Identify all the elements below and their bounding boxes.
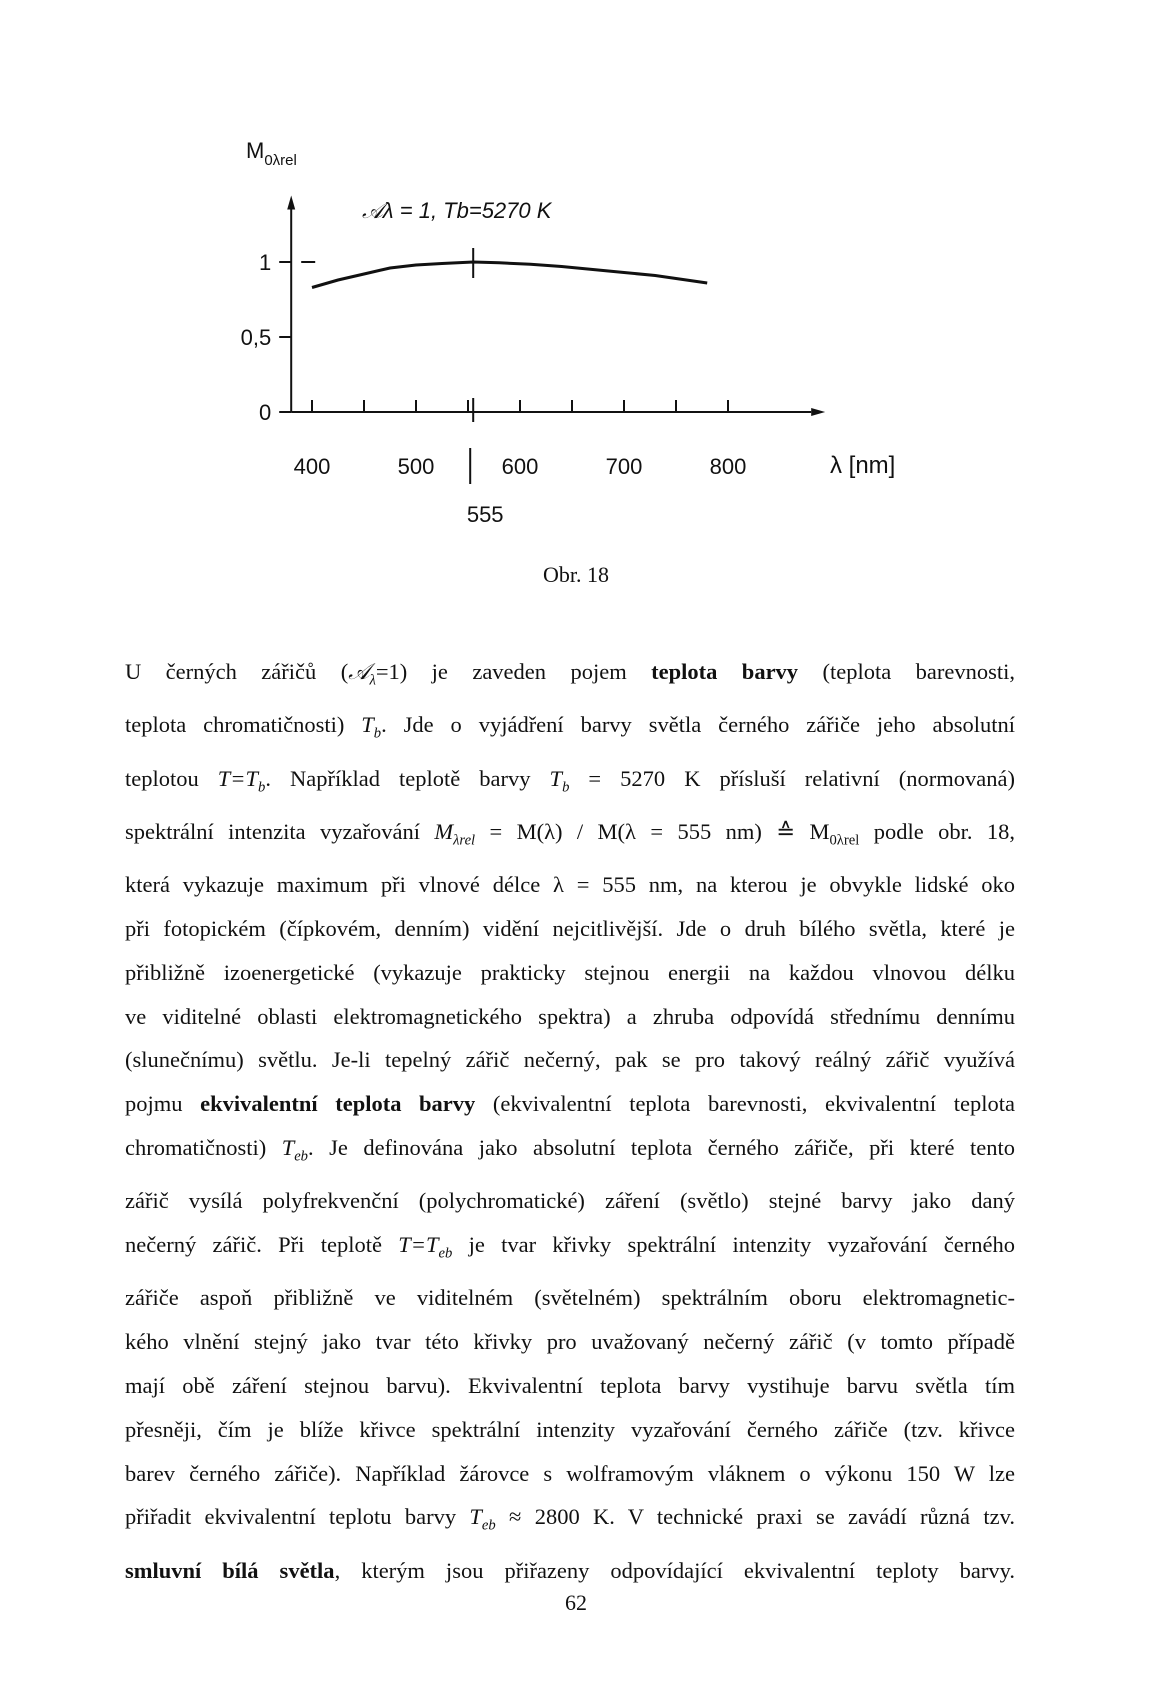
max-marker — [470, 248, 473, 484]
text-line: mají obě záření stejnou barvu). Ekvivalentní teplota barvy vystihuje barvu světla tím — [125, 1372, 1015, 1398]
text-line: smluvní bílá světla, kterým jsou přiřazeny odpovídající ekvivalentní teploty barvy. — [125, 1557, 1016, 1583]
text-line: (slunečnímu) světlu. Je-li tepelný zářič nečerný, pak se pro takový reálný zářič využívá — [125, 1047, 1015, 1073]
text-line: nečerný zářič. Při teplotě $T=T_{eb}$ je tvar křivky spektrální intenzity vyzařování černého — [125, 1232, 1015, 1262]
text-line: zářiče aspoň přibližně ve viditelném (světelném) spektrálním oboru elektromagnetic- — [125, 1285, 1015, 1311]
spectral-curve — [312, 262, 707, 288]
text-line: kého vlnění stejný jako tvar této křivky pro uvažovaný nečerný zářič (v tomto případě — [125, 1329, 1015, 1355]
text-line: barev černého zářiče). Například žárovce s wolframovým vláknem o výkonu 150 W lze — [125, 1460, 1015, 1486]
x-tick-label-600: 600 — [501, 454, 539, 479]
chart-annotation: 𝒜λ = 1, Tb=5270 K — [362, 198, 552, 223]
y-tick-label-0: 0 — [258, 400, 272, 425]
x-tick-label-400: 400 — [293, 454, 331, 479]
y-tick-label-1: 1 — [258, 250, 272, 275]
text-line: chromatičnosti) $T_{eb}$. Je definována jako absolutní teplota černého zářiče, při které tento — [125, 1134, 1015, 1165]
text-line: ve viditelné oblasti elektromagnetického spektra) a zhruba odpovídá střednímu dennímu — [125, 1003, 1015, 1029]
term-ekvivalentni-teplota-barvy: ekvivalentní teplota barvy — [200, 1091, 476, 1117]
text-line: teplota chromatičnosti) $T_b$. Jde o vyjádření barvy světla černého zářiče jeho absolutní — [125, 712, 1015, 742]
term-teplota-barvy: teplota barvy — [651, 659, 799, 684]
text-line: přesněji, čím je blíže křivce spektrální intenzity vyzařování černého zářiče (tzv. křivce — [125, 1416, 1015, 1442]
text-line: zářič vysílá polyfrekvenční (polychromatické) záření (světlo) stejné barvy jako daný — [125, 1188, 1015, 1214]
text-line: přibližně izoenergetické (vykazuje prakticky stejnou energii na každou vlnovou délku — [125, 959, 1015, 985]
y-axis-label: $M_{0\lambda rel}$ — [246, 138, 297, 169]
marker-label-555: 555 — [466, 502, 504, 527]
x-tick-label-700: 700 — [605, 454, 643, 479]
text-line: přiřadit ekvivalentní teplotu barvy $T_{eb} \approx 2800$ K. V technické praxi se zavádí různá tzv. — [125, 1504, 1015, 1534]
text-line: spektrální intenzita vyzařování $M_{\lambda rel} = M(\lambda) / M(\lambda = 555$ nm) ≙ $M_{0\lambda rel}$ podle obr. 18, — [125, 818, 1015, 849]
page-number: 62 — [565, 1590, 587, 1615]
chart-ticks — [279, 262, 728, 412]
x-tick-label-500: 500 — [397, 454, 435, 479]
text-line: teplotou $T=T_b$. Například teplotě barvy $T_b = 5270$ K přísluší relativní (normovaná) — [125, 765, 1015, 796]
x-axis-arrow — [811, 408, 825, 416]
text-line: pojmu ekvivalentní teplota barvy (ekvivalentní teplota barevnosti, ekvivalentní teplota — [125, 1091, 1015, 1117]
y-axis-arrow — [287, 196, 295, 210]
text-line: při fotopickém (čípkovém, denním) vidění nejcitlivější. Jde o druh bílého světla, které je — [125, 915, 1015, 941]
x-tick-label-800: 800 — [709, 454, 747, 479]
y-tick-label-0-5: 0,5 — [240, 325, 272, 350]
chart-axes — [287, 196, 825, 417]
figure-caption: Obr. 18 — [543, 562, 609, 587]
term-smluvni-bila-svetla: smluvní bílá světla — [125, 1557, 335, 1583]
text-line: U černých zářičů (𝒜$_\lambda$=1) je zaveden pojem teplota barvy (teplota barevnosti, — [125, 659, 1015, 689]
text-line: která vykazuje maximum při vlnové délce λ = 555 nm, na kterou je obvykle lidské oko — [125, 872, 1015, 898]
x-axis-label: λ [nm] — [830, 452, 896, 479]
spectral-chart — [0, 0, 1152, 560]
body-text — [125, 650, 1015, 1592]
